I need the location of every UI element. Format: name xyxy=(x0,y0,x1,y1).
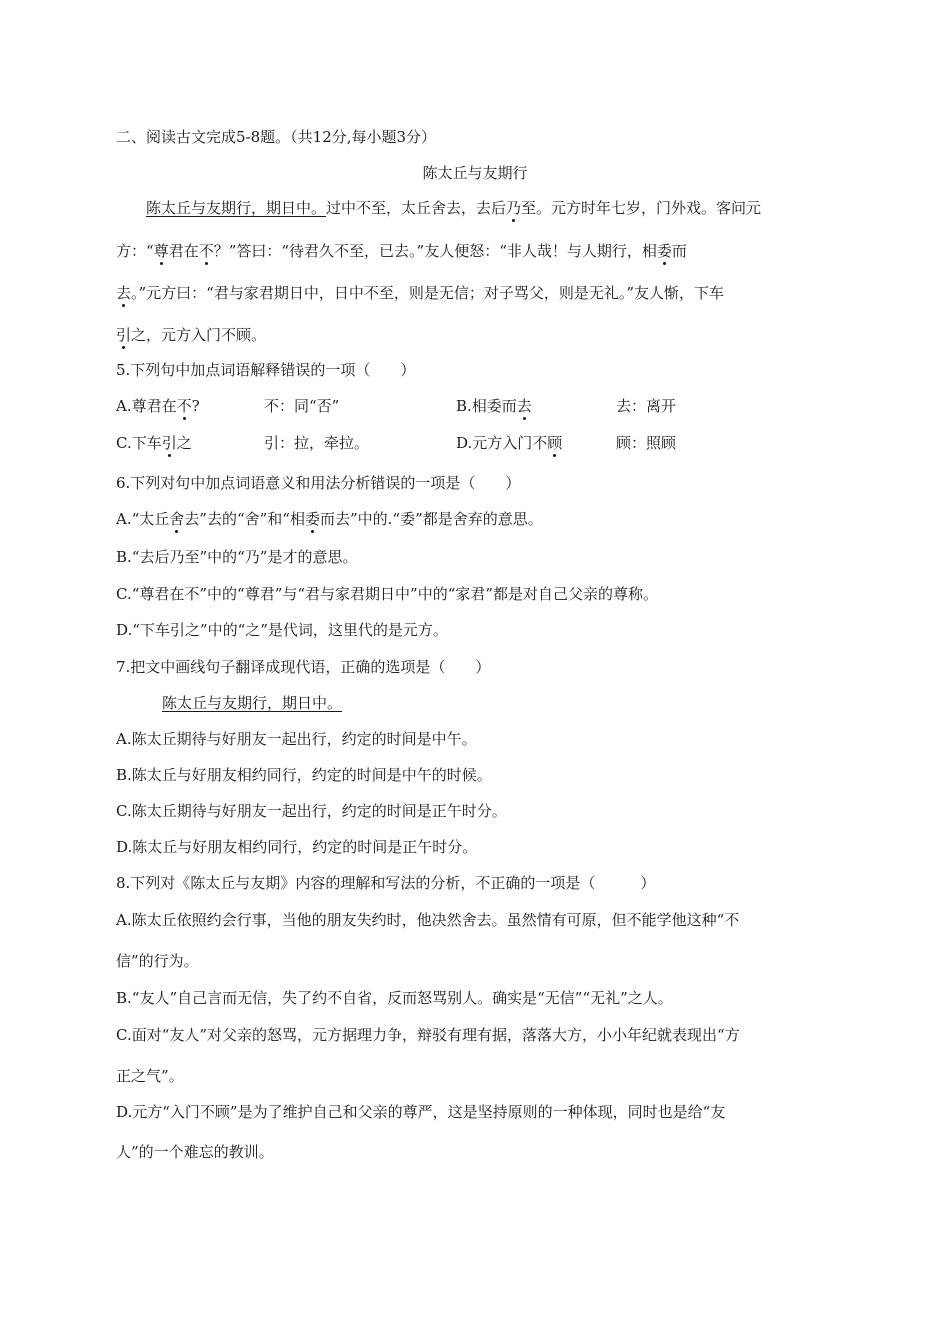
q7-stem: 7.把文中画线句子翻译成现代语，正确的选项是（ ） xyxy=(116,658,491,676)
q7-option-d: D.陈太丘与好朋友相约同行，约定的时间是正午时分。 xyxy=(116,838,478,856)
q5-option-d: D.元方入门不顾 xyxy=(456,434,563,452)
q6-option-b: B.“去后乃至”中的“乃”是才的意思。 xyxy=(116,548,358,566)
q6-stem: 6.下列对句中加点词语意义和用法分析错误的一项是（ ） xyxy=(116,474,521,492)
q5-option-c: C.下车引之 xyxy=(116,434,192,452)
q6-option-d: D.“下车引之”中的“之”是代词，这里代的是元方。 xyxy=(116,621,448,639)
passage-line-3: 去。”元方曰：“君与家君期日中，日中不至，则是无信；对子骂父，则是无礼。”友人惭，下车 xyxy=(116,284,725,302)
section-heading: 二、阅读古文完成5-8题。（共12分,每小题3分） xyxy=(116,128,437,146)
q5-option-a: A.尊君在不? xyxy=(116,397,200,415)
q7-option-b: B.陈太丘与好朋友相约同行，约定的时间是中午的时候。 xyxy=(116,766,492,784)
q7-option-c: C.陈太丘期待与好朋友一起出行，约定的时间是正午时分。 xyxy=(116,802,507,820)
q5-option-b: B.相委而去 xyxy=(456,397,532,415)
q6-option-c: C.“尊君在不”中的“尊君”与“君与家君期日中”中的“家君”都是对自己父亲的尊称。 xyxy=(116,585,659,603)
q8-option-c-line-1: C.面对“友人”对父亲的怒骂，元方据理力争，辩驳有理有据，落落大方，小小年纪就表现出“方 xyxy=(116,1026,740,1044)
q7-quote: 陈太丘与友期行，期日中。 xyxy=(162,694,343,712)
q8-stem: 8.下列对《陈太丘与友期》内容的理解和写法的分析，不正确的一项是（ ） xyxy=(116,874,656,892)
q8-option-d-line-2: 人”的一个难忘的教训。 xyxy=(116,1143,274,1161)
passage-line-2: 方：“尊君在不？”答曰：“待君久不至，已去。”友人便怒：“非人哉！与人期行，相委而 xyxy=(116,242,687,260)
q5-option-a-explanation: 不：同“否” xyxy=(264,397,340,415)
passage-line-4: 引之，元方入门不顾。 xyxy=(116,326,267,344)
q5-option-c-explanation: 引：拉，牵拉。 xyxy=(264,434,370,452)
underlined-sentence: 陈太丘与友期行，期日中。 xyxy=(146,199,327,217)
passage-title: 陈太丘与友期行 xyxy=(422,164,528,182)
q8-option-d-line-1: D.元方“入门不顾”是为了维护自己和父亲的尊严，这是坚持原则的一种体现，同时也是给“友 xyxy=(116,1103,726,1121)
q5-option-d-explanation: 顾：照顾 xyxy=(616,434,677,452)
q7-option-a: A.陈太丘期待与好朋友一起出行，约定的时间是中午。 xyxy=(116,730,477,748)
q6-option-a: A.“太丘舍去”去的“舍”和“相委而去”中的.“委”都是舍弃的意思。 xyxy=(116,510,543,528)
q5-option-b-explanation: 去：离开 xyxy=(616,397,677,415)
q8-option-b: B.“友人”自己言而无信，失了约不自省，反而怒骂别人。确实是“无信”“无礼”之人。 xyxy=(116,989,673,1007)
q8-option-c-line-2: 正之气”。 xyxy=(116,1067,184,1085)
q5-stem: 5.下列句中加点词语解释错误的一项（ ） xyxy=(116,361,416,379)
passage-line-1: 陈太丘与友期行，期日中。过中不至，太丘舍去，去后乃至。元方时年七岁，门外戏。客问元 xyxy=(146,199,762,217)
q8-option-a-line-2: 信”的行为。 xyxy=(116,952,199,970)
q8-option-a-line-1: A.陈太丘依照约会行事，当他的朋友失约时，他决然舍去。虽然情有可原，但不能学他这种“不 xyxy=(116,911,740,929)
